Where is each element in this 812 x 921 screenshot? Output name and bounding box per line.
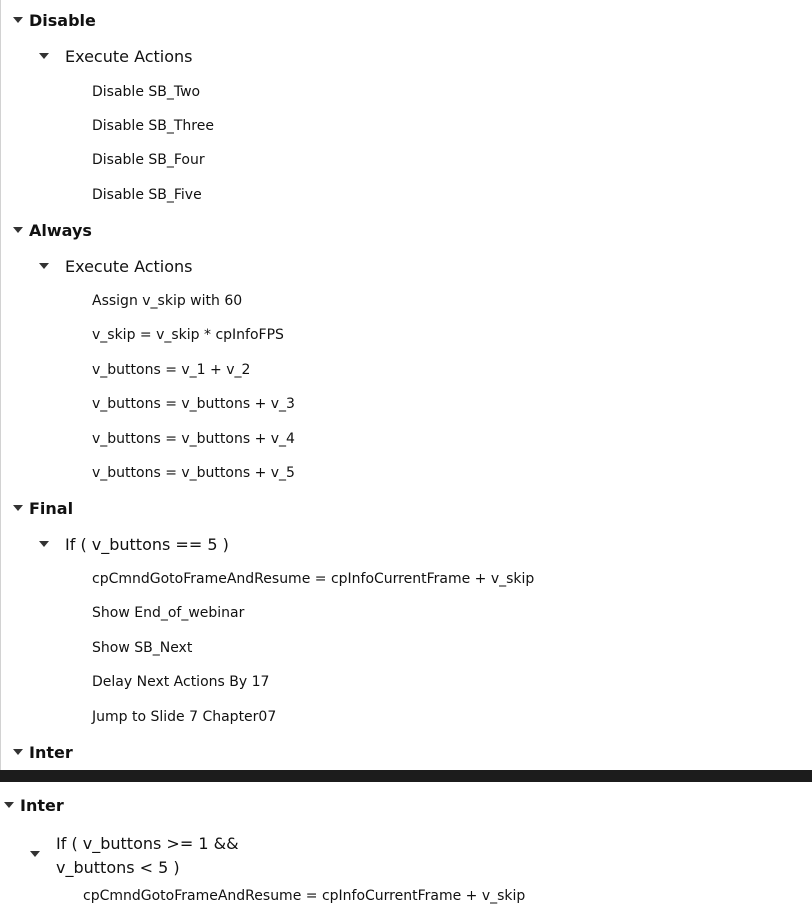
section-inter[interactable] [13, 743, 73, 762]
action-item[interactable]: cpCmndGotoFrameAndResume = cpInfoCurrentFrame + v_skip [92, 571, 535, 587]
action-item[interactable]: v_buttons = v_buttons + v_3 [92, 396, 295, 412]
action-item[interactable]: v_skip = v_skip * cpInfoFPS [92, 327, 284, 343]
group-label: If ( v_buttons == 5 ) [65, 535, 229, 554]
action-item[interactable]: Delay Next Actions By 17 [92, 674, 270, 690]
section-always[interactable] [13, 221, 92, 240]
actions-tree-panel-continued [0, 782, 812, 921]
action-item[interactable]: cpCmndGotoFrameAndResume = cpInfoCurrentFrame + v_skip [83, 888, 526, 904]
action-item[interactable]: Disable SB_Four [92, 152, 205, 168]
group-execute-actions[interactable] [39, 257, 193, 276]
group-if-condition[interactable] [30, 832, 239, 880]
action-item[interactable]: Disable SB_Two [92, 84, 201, 100]
section-title: Final [29, 499, 74, 518]
group-execute-actions[interactable] [39, 47, 193, 66]
action-item[interactable]: Show SB_Next [92, 640, 193, 656]
group-if-condition[interactable] [39, 535, 229, 554]
collapse-triangle-icon[interactable] [13, 17, 23, 23]
section-title: Disable [29, 11, 96, 30]
section-title: Inter [29, 743, 73, 762]
action-item[interactable]: Jump to Slide 7 Chapter07 [92, 709, 277, 725]
section-disable[interactable] [13, 11, 96, 30]
collapse-triangle-icon[interactable] [30, 851, 40, 857]
screenshot-divider [0, 770, 812, 782]
group-label-line1: If ( v_buttons >= 1 && [56, 834, 239, 853]
collapse-triangle-icon[interactable] [13, 227, 23, 233]
section-final[interactable] [13, 499, 73, 518]
collapse-triangle-icon[interactable] [4, 802, 14, 808]
collapse-triangle-icon[interactable] [13, 749, 23, 755]
action-item[interactable]: Show End_of_webinar [92, 605, 245, 621]
action-item[interactable]: v_buttons = v_1 + v_2 [92, 362, 251, 378]
action-item[interactable]: v_buttons = v_buttons + v_5 [92, 465, 295, 481]
group-label-line2: v_buttons < 5 ) [56, 858, 180, 877]
action-item[interactable]: v_buttons = v_buttons + v_4 [92, 431, 295, 447]
collapse-triangle-icon[interactable] [13, 505, 23, 511]
collapse-triangle-icon[interactable] [39, 263, 49, 269]
group-label: Execute Actions [65, 257, 193, 276]
group-label: Execute Actions [65, 47, 193, 66]
action-item[interactable]: Assign v_skip with 60 [92, 293, 243, 309]
action-item[interactable]: Disable SB_Three [92, 118, 214, 134]
section-title: Inter [20, 796, 64, 815]
section-title: Always [29, 221, 92, 240]
section-inter[interactable] [4, 796, 64, 815]
collapse-triangle-icon[interactable] [39, 541, 49, 547]
collapse-triangle-icon[interactable] [39, 53, 49, 59]
action-item[interactable]: Disable SB_Five [92, 187, 202, 203]
